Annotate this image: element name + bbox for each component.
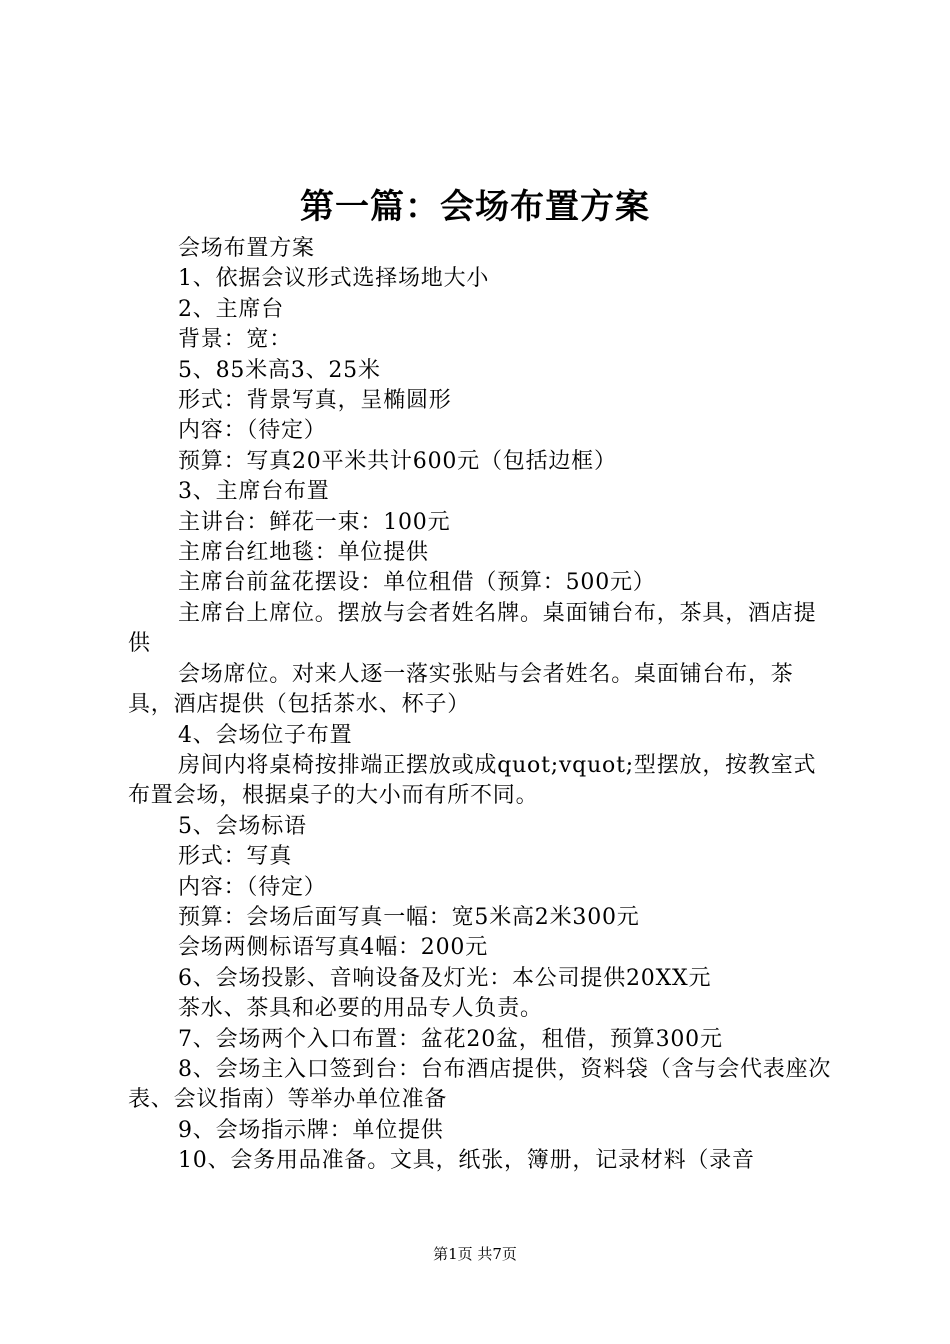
document-body [128,234,834,1177]
paragraph: 茶水、茶具和必要的用品专人负责。 [178,996,543,1022]
paragraph: 3、主席台布置 [178,479,330,505]
paragraph: 背景：宽： [178,327,293,353]
paragraph: 内容：（待定） [178,418,327,444]
paragraph: 6、会场投影、音响设备及灯光：本公司提供20XX元 [178,965,712,991]
paragraph: 2、主席台 [178,296,284,322]
paragraph: 形式：写真 [178,844,293,870]
paragraph: 预算：写真20平米共计600元（包括边框） [178,448,617,474]
paragraph: 主讲台：鲜花一束：100元 [178,509,451,535]
page-number-footer: 第1页 共7页 [433,1245,517,1263]
paragraph: 9、会场指示牌：单位提供 [178,1117,444,1143]
paragraph: 1、依据会议形式选择场地大小 [178,266,490,292]
paragraph: 8、会场主入口签到台：台布酒店提供，资料袋（含与会代表座次表、会议指南）等举办单位准备 [128,1056,832,1113]
paragraph: 5、85米高3、25米 [178,357,381,383]
paragraph: 会场两侧标语写真4幅：200元 [178,935,488,961]
paragraph: 内容：（待定） [178,874,327,900]
paragraph: 会场席位。对来人逐一落实张贴与会者姓名。桌面铺台布，茶具，酒店提供（包括茶水、杯子） [128,661,794,718]
paragraph: 主席台上席位。摆放与会者姓名牌。桌面铺台布，茶具，酒店提供 [128,600,817,657]
paragraph: 10、会务用品准备。文具，纸张，簿册，记录材料（录音 [178,1148,755,1174]
paragraph: 房间内将桌椅按排端正摆放或成quot;vquot;型摆放，按教室式布置会场，根据桌子的大小而有所不同。 [128,752,817,809]
paragraph: 会场布置方案 [178,236,315,261]
paragraph: 主席台红地毯：单位提供 [178,540,429,566]
paragraph: 5、会场标语 [178,813,307,839]
paragraph: 预算：会场后面写真一幅：宽5米高2米300元 [178,904,640,930]
document-title: 第一篇：会场布置方案 [300,187,650,227]
paragraph: 7、会场两个入口布置：盆花20盆，租借，预算300元 [178,1026,723,1052]
paragraph: 4、会场位子布置 [178,722,353,748]
paragraph: 主席台前盆花摆设：单位租借（预算：500元） [178,570,656,596]
paragraph: 形式：背景写真，呈椭圆形 [178,388,452,414]
